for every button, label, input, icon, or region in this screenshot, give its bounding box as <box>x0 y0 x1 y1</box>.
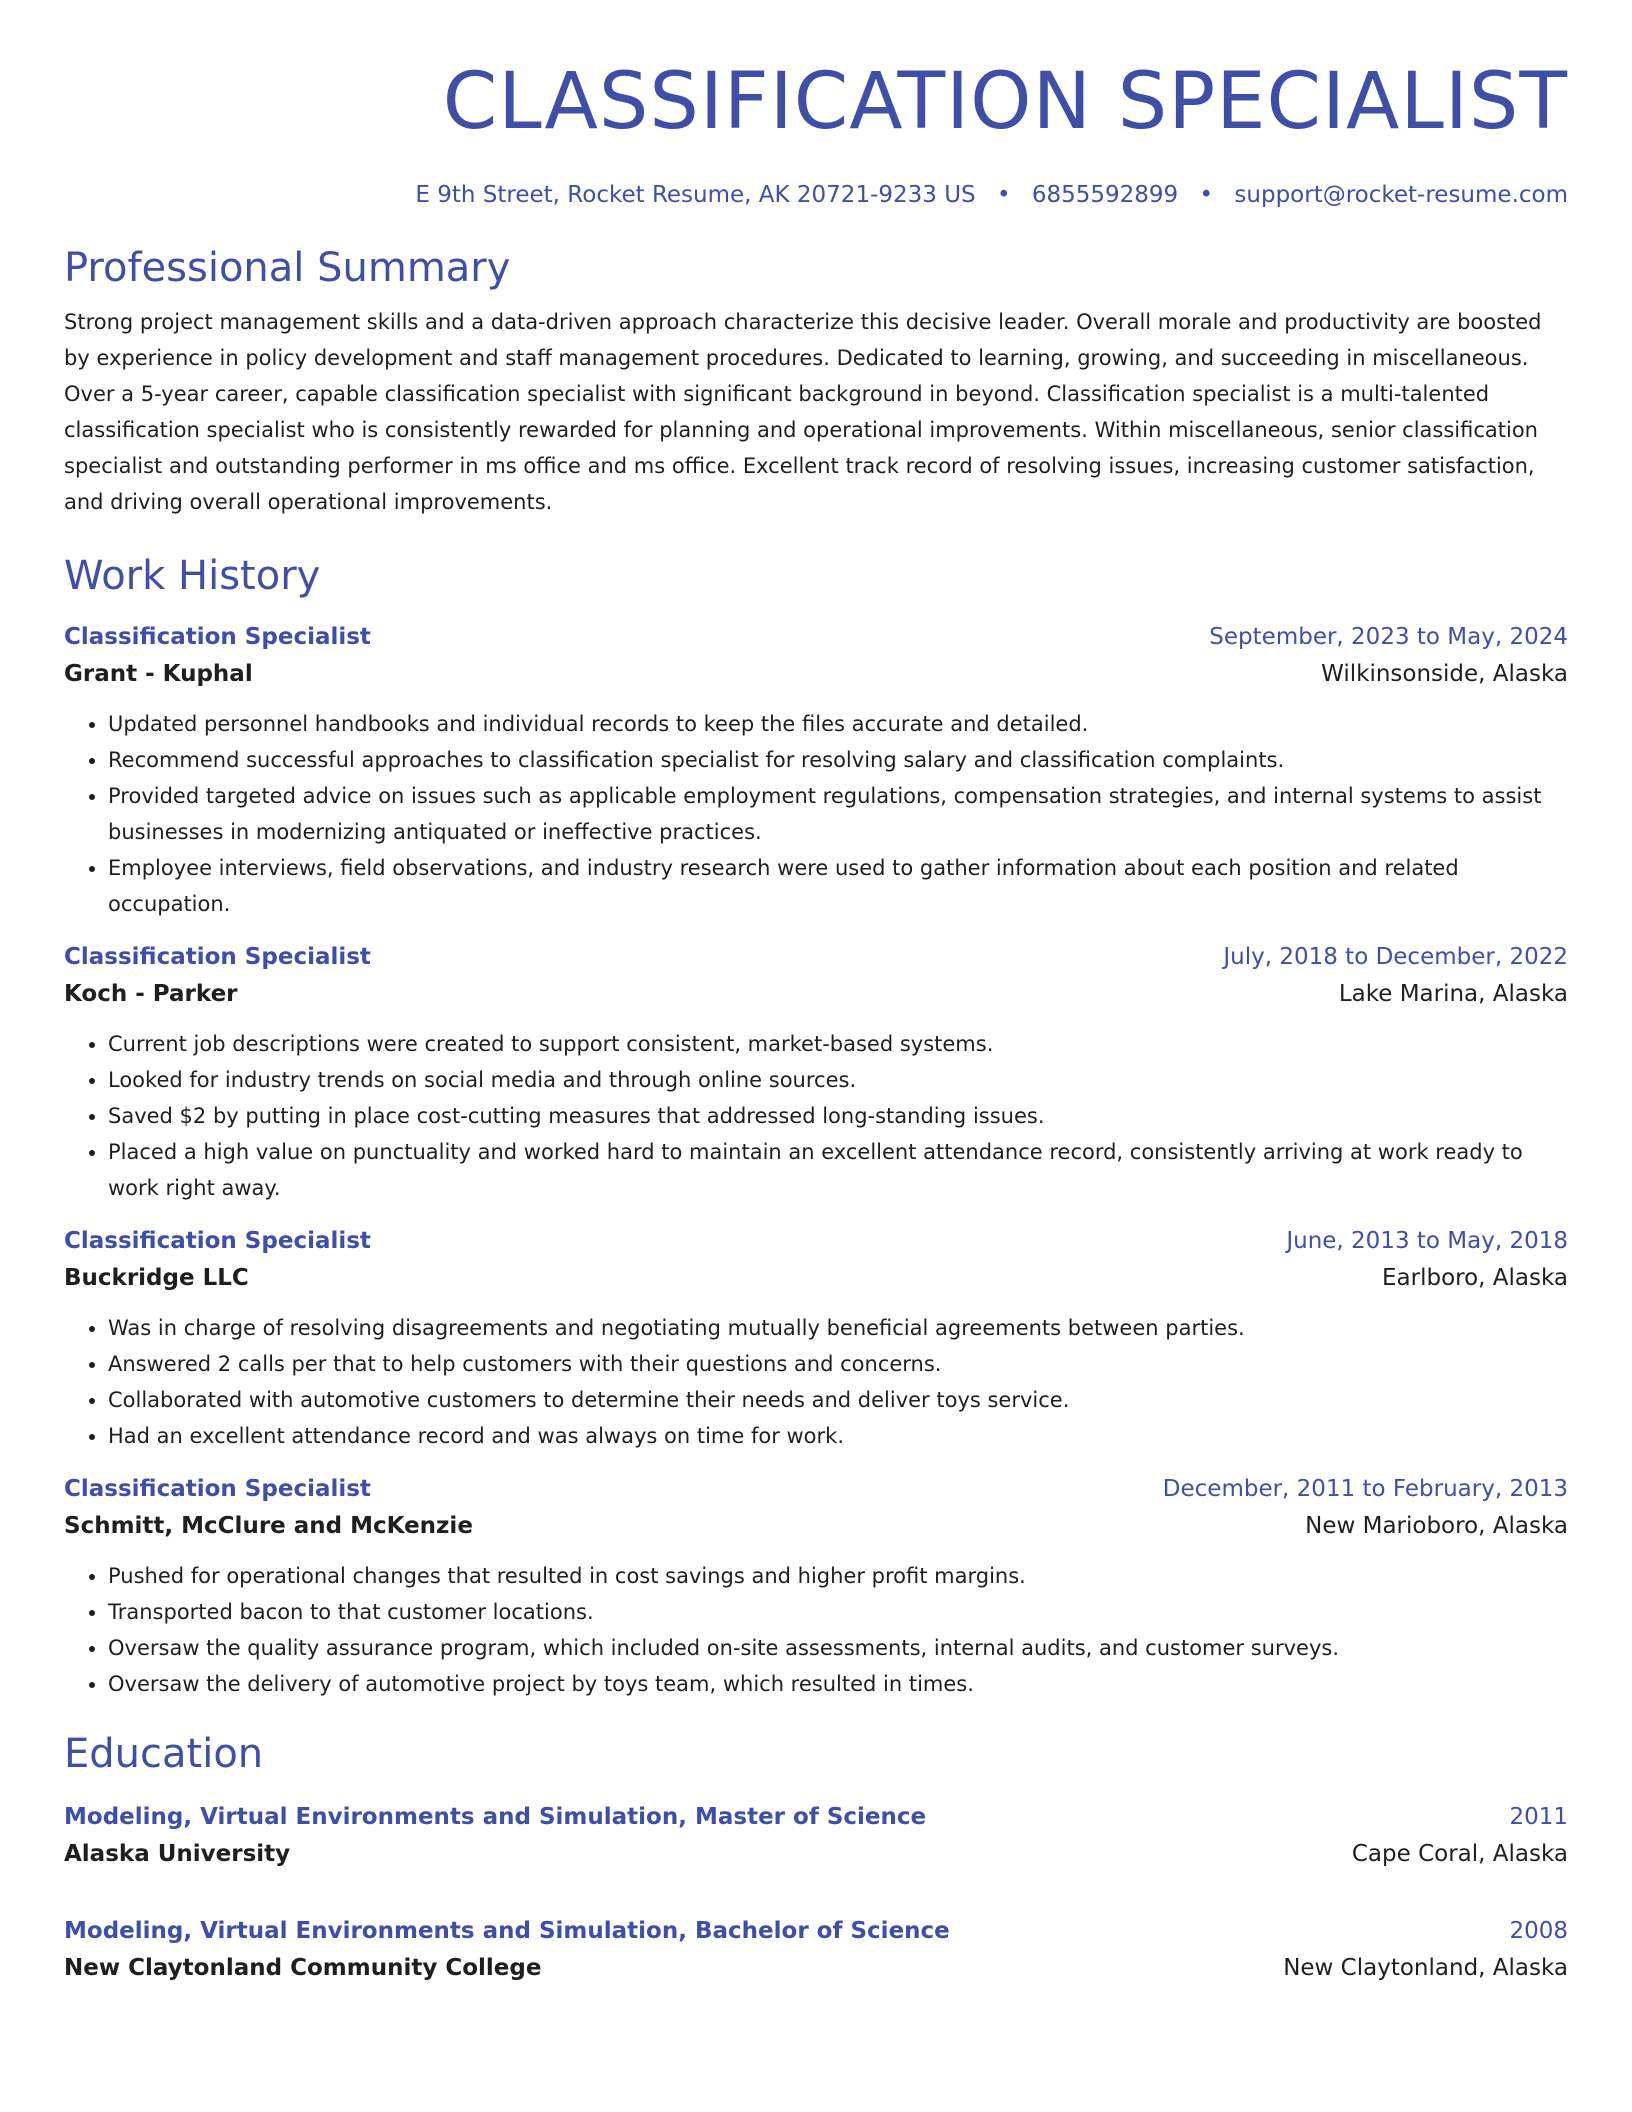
job-bullets <box>64 1026 1568 1206</box>
job-title: Classification Specialist <box>64 624 371 650</box>
job-location: Lake Marina, Alaska <box>1338 981 1568 1007</box>
company-name: Koch - Parker <box>64 981 238 1007</box>
school-name: Alaska University <box>64 1841 291 1867</box>
job-bullet: • Employee interviews, field observations, and industry research were used to gather information about each position and related occupation. <box>108 850 1568 922</box>
job-entry <box>64 1224 1568 1454</box>
job-bullets <box>64 1310 1568 1454</box>
job-location: New Marioboro, Alaska <box>1305 1513 1568 1539</box>
company-name: Schmitt, McClure and McKenzie <box>64 1513 473 1539</box>
resume-name: CLASSIFICATION SPECIALIST <box>442 57 1568 147</box>
job-bullet: • Placed a high value on punctuality and worked hard to maintain an excellent attendance record, consistently arriving at work ready to work right away. <box>108 1134 1568 1206</box>
summary-text: Strong project management skills and a data-driven approach characterize this decisive leader. Overall morale and productivity are boosted by experience in policy development and staff management procedures. Dedicated to learning, growing, and succeeding in miscellaneous. Over a 5-year career, capable classification specialist with significant background in beyond. Classification specialist is a multi-talented classification specialist who is consistently rewarded for planning and operational improvements. Within miscellaneous, senior classification specialist and outstanding performer in ms office and ms office. Excellent track record of resolving issues, increasing customer satisfaction, and driving overall operational improvements. <box>64 310 1542 514</box>
school-location: New Claytonland, Alaska <box>1283 1955 1568 1981</box>
summary-heading: Professional Summary <box>64 245 511 291</box>
school-name: New Claytonland Community College <box>64 1955 542 1981</box>
job-dates: September, 2023 to May, 2024 <box>1209 624 1568 650</box>
job-bullet: • Oversaw the delivery of automotive project by toys team, which resulted in times. <box>108 1666 1568 1702</box>
job-bullet: • Collaborated with automotive customers to determine their needs and deliver toys service. <box>108 1382 1568 1418</box>
job-bullet: • Transported bacon to that customer locations. <box>108 1594 1568 1630</box>
job-bullet: • Pushed for operational changes that resulted in cost savings and higher profit margins. <box>108 1558 1568 1594</box>
degree-name: Modeling, Virtual Environments and Simulation, Master of Science <box>64 1804 927 1830</box>
job-dates: July, 2018 to December, 2022 <box>1223 944 1568 970</box>
graduation-year: 2011 <box>1509 1804 1568 1830</box>
graduation-year: 2008 <box>1509 1918 1568 1944</box>
job-dates: June, 2013 to May, 2018 <box>1286 1228 1568 1254</box>
contact-separator: • <box>996 182 1011 208</box>
job-bullet: • Answered 2 calls per that to help customers with their questions and concerns. <box>108 1346 1568 1382</box>
job-dates: December, 2011 to February, 2013 <box>1162 1476 1568 1502</box>
job-bullet: • Had an excellent attendance record and was always on time for work. <box>108 1418 1568 1454</box>
job-title: Classification Specialist <box>64 944 371 970</box>
contact-email[interactable]: support@rocket-resume.com <box>1234 182 1568 208</box>
job-bullet: • Current job descriptions were created to support consistent, market-based systems. <box>108 1026 1568 1062</box>
job-entry <box>64 940 1568 1206</box>
job-entry <box>64 1472 1568 1702</box>
resume-page <box>64 52 1568 1988</box>
job-title: Classification Specialist <box>64 1476 371 1502</box>
work-history-heading: Work History <box>64 553 321 599</box>
contact-line <box>64 178 1568 212</box>
job-bullet: • Recommend successful approaches to classification specialist for resolving salary and classification complaints. <box>108 742 1568 778</box>
contact-address: E 9th Street, Rocket Resume, AK 20721-9233 US <box>415 182 976 208</box>
contact-phone: 6855592899 <box>1031 182 1179 208</box>
school-location: Cape Coral, Alaska <box>1351 1841 1568 1867</box>
job-bullet: • Provided targeted advice on issues such as applicable employment regulations, compensation strategies, and internal systems to assist businesses in modernizing antiquated or ineffective practices. <box>108 778 1568 850</box>
job-entry <box>64 620 1568 922</box>
job-bullet: • Updated personnel handbooks and individual records to keep the files accurate and detailed. <box>108 706 1568 742</box>
company-name: Grant - Kuphal <box>64 661 253 687</box>
education-entry <box>64 1800 1568 1874</box>
job-bullets <box>64 1558 1568 1702</box>
job-bullets <box>64 706 1568 922</box>
job-bullet: • Looked for industry trends on social media and through online sources. <box>108 1062 1568 1098</box>
job-title: Classification Specialist <box>64 1228 371 1254</box>
job-location: Wilkinsonside, Alaska <box>1321 661 1568 687</box>
job-bullet: • Oversaw the quality assurance program, which included on-site assessments, internal audits, and customer surveys. <box>108 1630 1568 1666</box>
education-heading: Education <box>64 1731 264 1777</box>
company-name: Buckridge LLC <box>64 1265 249 1291</box>
degree-name: Modeling, Virtual Environments and Simulation, Bachelor of Science <box>64 1918 950 1944</box>
job-bullet: • Was in charge of resolving disagreements and negotiating mutually beneficial agreements between parties. <box>108 1310 1568 1346</box>
job-location: Earlboro, Alaska <box>1382 1265 1568 1291</box>
job-bullet: • Saved $2 by putting in place cost-cutting measures that addressed long-standing issues. <box>108 1098 1568 1134</box>
education-entry <box>64 1914 1568 1988</box>
contact-separator: • <box>1199 182 1214 208</box>
